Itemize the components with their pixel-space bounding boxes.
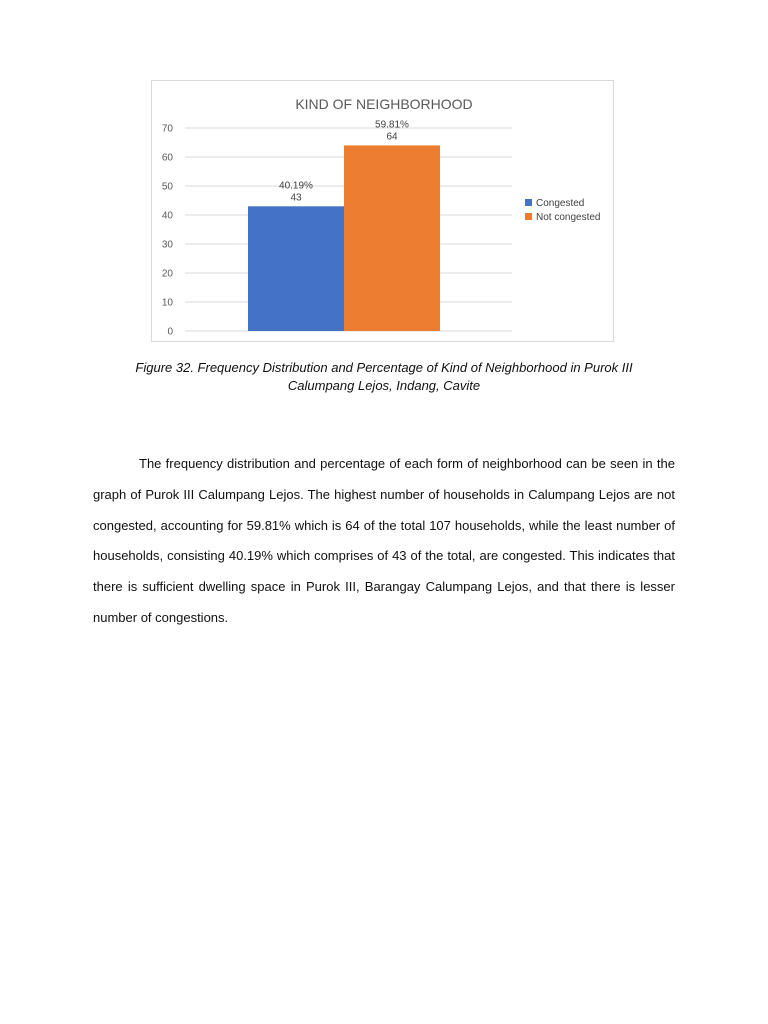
legend-swatch — [525, 213, 532, 220]
data-label-percent: 59.81% — [375, 119, 409, 131]
y-tick-label: 10 — [161, 297, 173, 309]
bars — [248, 145, 440, 331]
y-tick-label: 70 — [161, 123, 173, 135]
legend-swatch — [525, 199, 532, 206]
caption-line-2: Calumpang Lejos, Indang, Cavite — [287, 378, 481, 393]
y-tick-label: 50 — [161, 181, 173, 193]
body-paragraph: The frequency distribution and percentage of each form of neighborhood can be seen in the graph of Purok III Calumpang Lejos. The highest number of households in Calumpang Lejos are not congested, accounting for 59.81% which is 64 of the total 107 households, while the least number of households, consisting 40.19% which comprises of 43 of the total, are congested. This indicates that there is sufficient dwelling space in Purok III, Barangay Calumpang Lejos, and that there is lesser number of congestions. — [93, 456, 675, 625]
y-tick-label: 0 — [167, 326, 173, 338]
caption-line-1: Figure 32. Frequency Distribution and Percentage of Kind of Neighborhood in Purok III — [135, 360, 633, 375]
figure-caption — [93, 359, 675, 395]
data-label-value: 64 — [386, 131, 398, 143]
chart-title: KIND OF NEIGHBORHOOD — [295, 96, 473, 112]
bar-congested — [248, 206, 344, 331]
chart-frame — [151, 80, 614, 342]
legend — [525, 198, 601, 223]
bar-chart — [152, 81, 613, 341]
legend-label: Not congested — [536, 212, 601, 223]
data-label-value: 43 — [290, 192, 302, 204]
y-tick-label: 30 — [161, 239, 173, 251]
data-label-percent: 40.19% — [279, 180, 313, 192]
y-axis-ticks — [162, 124, 174, 338]
legend-label: Congested — [536, 198, 585, 209]
y-tick-label: 60 — [161, 152, 173, 164]
y-tick-label: 40 — [161, 210, 173, 222]
bar-not-congested — [344, 145, 440, 331]
y-tick-label: 20 — [161, 268, 173, 280]
